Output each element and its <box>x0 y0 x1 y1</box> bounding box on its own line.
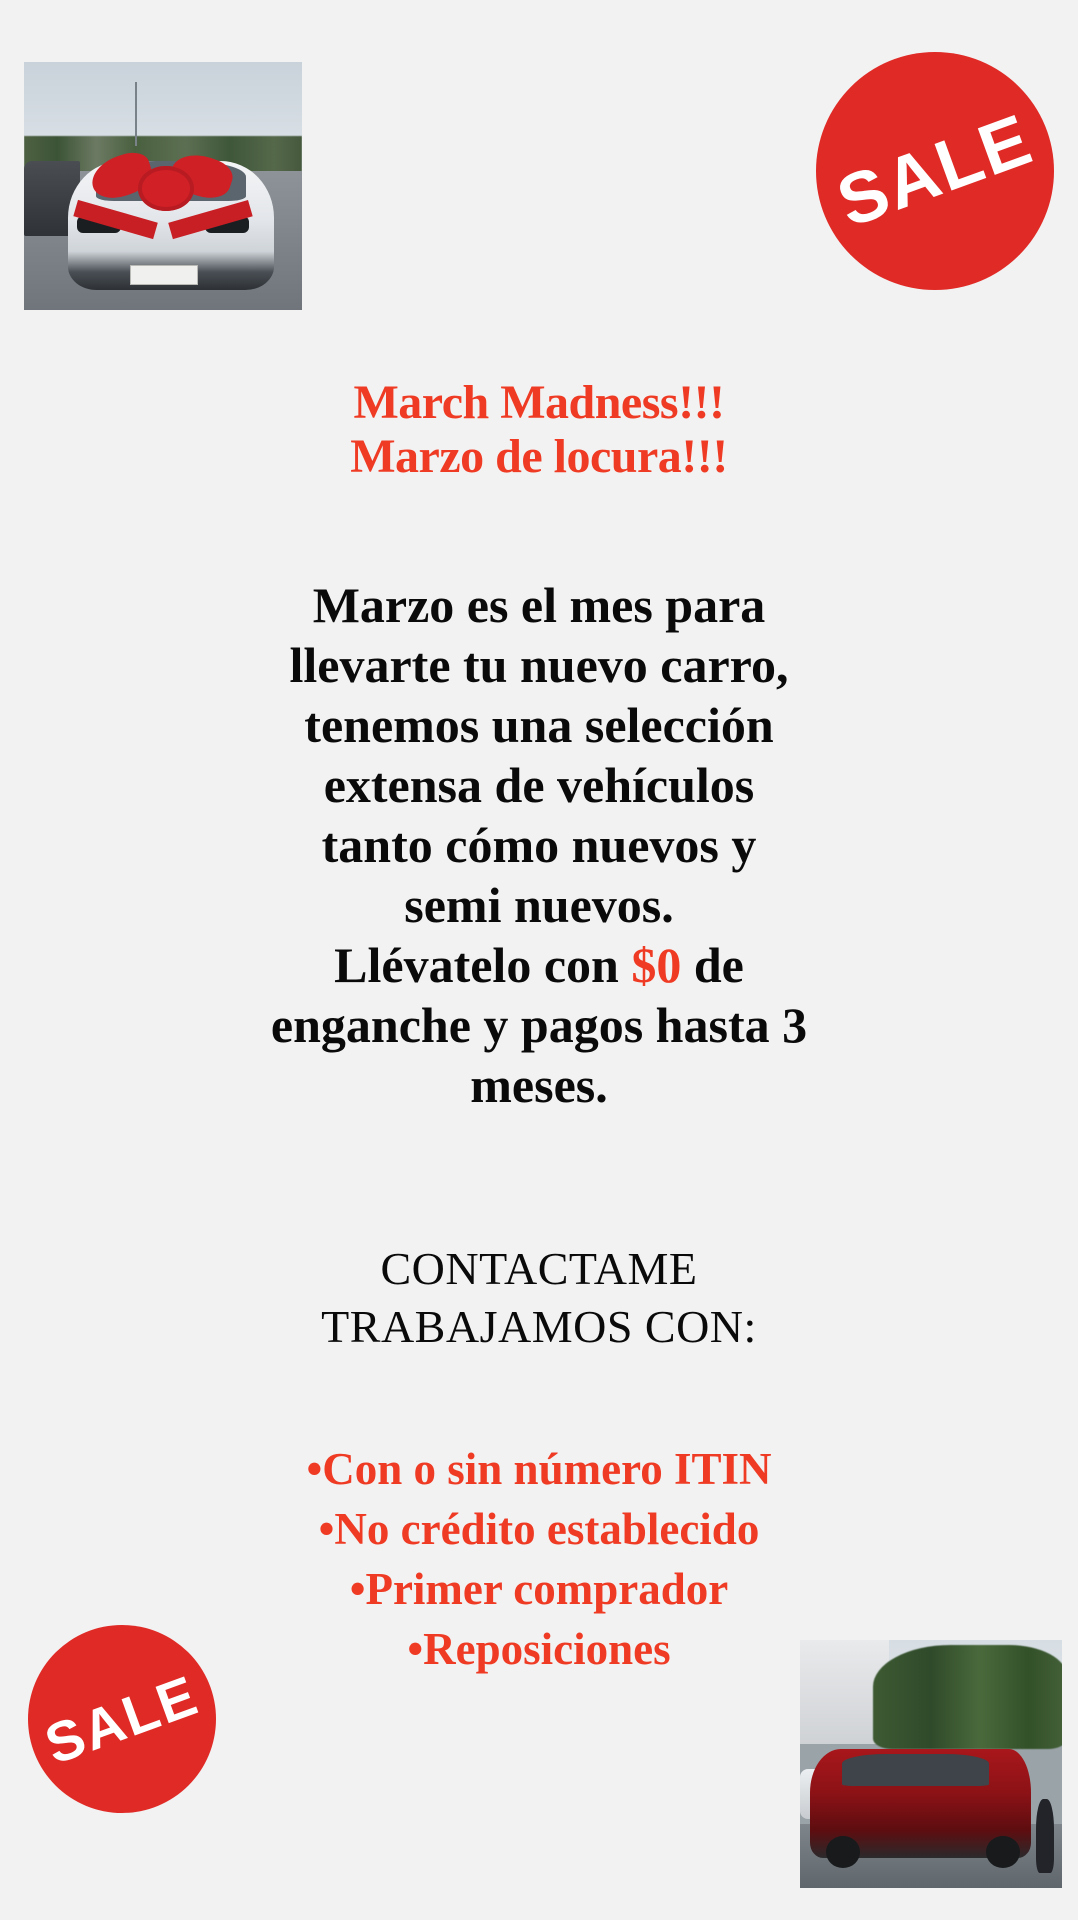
sale-badge-top <box>816 52 1054 290</box>
down-payment-amount: $0 <box>631 937 682 993</box>
body-line-7 <box>110 935 968 995</box>
body-line-3: tenemos una selección <box>304 697 774 753</box>
body-line-7-pre: Llévatelo con <box>334 937 632 993</box>
sale-badge-bottom <box>28 1625 216 1813</box>
list-item: •Reposiciones <box>407 1623 671 1674</box>
headline <box>0 376 1078 484</box>
body-line-8: enganche y pagos hasta 3 <box>270 997 808 1053</box>
treeline-region <box>873 1645 1062 1749</box>
headline-line-2: Marzo de locura!!! <box>350 429 728 483</box>
person-silhouette-shape <box>1036 1799 1054 1873</box>
photo-red-suv <box>800 1640 1062 1888</box>
list-item: •Con o sin número ITIN <box>306 1444 772 1494</box>
list-item: •Primer comprador <box>349 1563 729 1614</box>
license-plate-shape <box>130 265 199 284</box>
contact-block <box>0 1240 1078 1355</box>
body-line-6: semi nuevos. <box>404 877 674 933</box>
sale-badge-label: SALE <box>827 99 1043 243</box>
photo-white-car-with-bow <box>24 62 302 310</box>
body-line-5: tanto cómo nuevos y <box>321 817 757 873</box>
lamp-post-shape <box>135 82 137 146</box>
list-item: •No crédito establecido <box>318 1503 760 1554</box>
sale-badge-label: SALE <box>37 1662 207 1776</box>
body-line-2: llevarte tu nuevo carro, <box>289 637 789 693</box>
contact-line-1: CONTACTAME <box>380 1243 698 1294</box>
bow-center-shape <box>138 166 194 211</box>
body-line-9: meses. <box>470 1057 608 1113</box>
windshield-shape <box>842 1754 989 1786</box>
body-copy <box>0 575 1078 1115</box>
body-line-7-post: de <box>681 937 744 993</box>
body-line-4: extensa de vehículos <box>323 757 755 813</box>
wheel-shape <box>986 1836 1020 1868</box>
body-line-1: Marzo es el mes para <box>312 577 766 633</box>
contact-line-2: TRABAJAMOS CON: <box>321 1300 757 1352</box>
headline-line-1: March Madness!!! <box>353 376 725 429</box>
